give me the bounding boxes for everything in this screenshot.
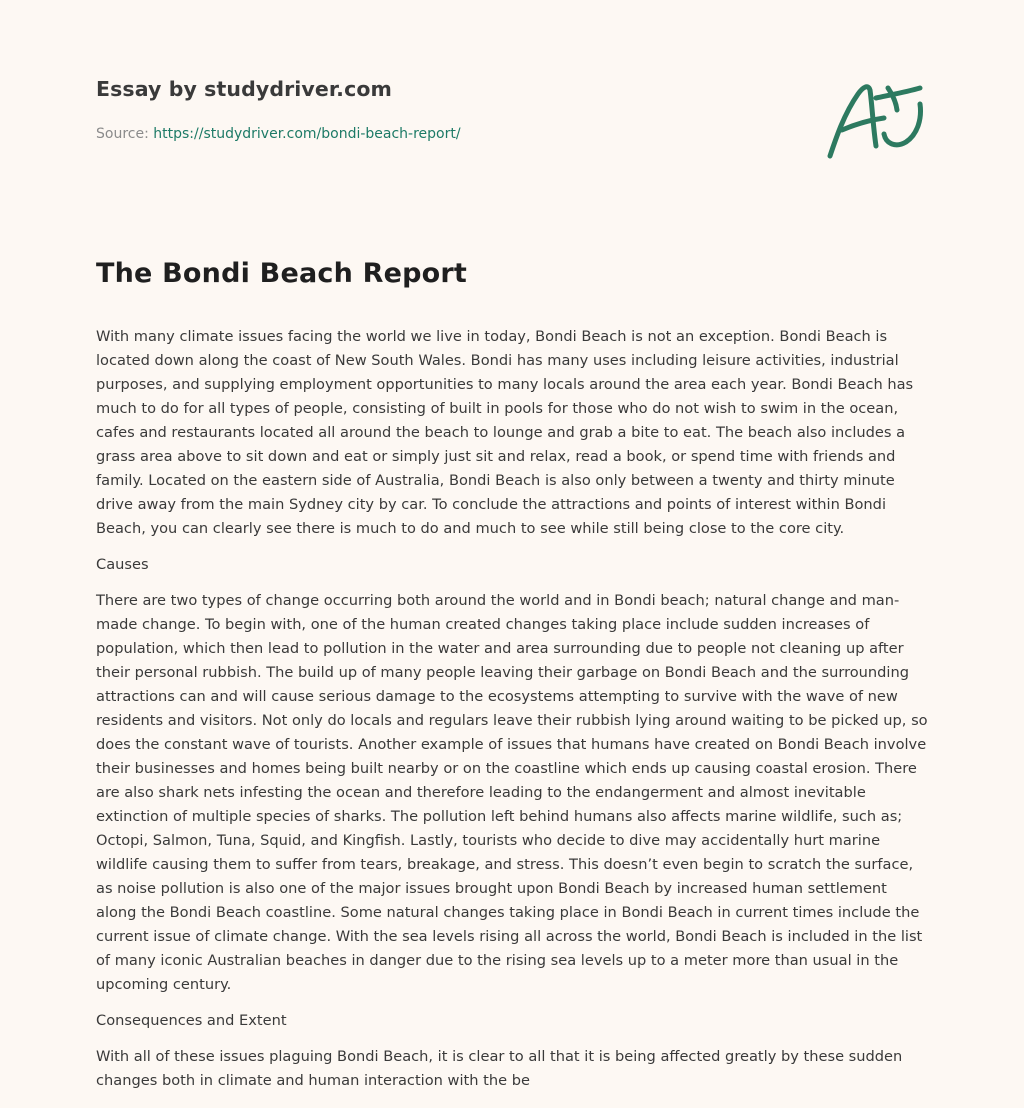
source-line [96,124,856,144]
source-link[interactable]: https://studydriver.com/bondi-beach-report/ [153,126,461,142]
consequences-heading: Consequences and Extent [96,1012,287,1029]
page-header [96,74,856,144]
source-label: Source: [96,126,149,142]
consequences-paragraph: With all of these issues plaguing Bondi Beach, it is clear to all that it is being affected greatly by these sudden changes both in climate and human interaction with the be [96,1048,903,1089]
a-plus-logo-icon [818,64,934,168]
essay-content [96,254,930,1105]
causes-heading: Causes [96,556,149,573]
causes-paragraph: There are two types of change occurring both around the world and in Bondi beach; natural change and man-made change. To begin with, one of the human created changes taking place include sudden increases of population, which then lead to pollution in the water and area surrounding due to people not cleaning up after their personal rubbish. The build up of many people leaving their garbage on Bondi Beach and the surrounding attractions can and will cause serious damage to the ecosystems attempting to survive with the wave of new residents and visitors. Not only do locals and regulars leave their rubbish lying around waiting to be picked up, so does the constant wave of tourists. Another example of issues that humans have created on Bondi Beach involve their businesses and homes being built nearby or on the coastline which ends up causing coastal erosion. There are also shark nets infesting the ocean and therefore leading to the endangerment and almost inevitable extinction of multiple species of sharks. The pollution left behind humans also affects marine wildlife, such as; Octopi, Salmon, Tuna, Squid, and Kingfish. Lastly, tourists who decide to dive may accidentally hurt marine wildlife causing them to suffer from tears, breakage, and stress. This doesn’t even begin to scratch the surface, as noise pollution is also one of the major issues brought upon Bondi Beach by increased human settlement along the Bondi Beach coastline. Some natural changes taking place in Bondi Beach in current times include the current issue of climate change. With the sea levels rising all across the world, Bondi Beach is included in the list of many iconic Australian beaches in danger due to the rising sea levels up to a meter more than usual in the upcoming century. [96,592,928,993]
site-title: Essay by studydriver.com [96,77,392,101]
intro-paragraph: With many climate issues facing the world we live in today, Bondi Beach is not an exception. Bondi Beach is located down along the coast of New South Wales. Bondi has many uses including leisure activities, industrial purposes, and supplying employment opportunities to many locals around the area each year. Bondi Beach has much to do for all types of people, consisting of built in pools for those who do not wish to swim in the ocean, cafes and restaurants located all around the beach to lounge and grab a bite to eat. The beach also includes a grass area above to sit down and eat or simply just sit and relax, read a book, or spend time with friends and family. Located on the eastern side of Australia, Bondi Beach is also only between a twenty and thirty minute drive away from the main Sydney city by car. To conclude the attractions and points of interest within Bondi Beach, you can clearly see there is much to do and much to see while still being close to the core city. [96,328,914,537]
essay-title: The Bondi Beach Report [96,258,468,289]
